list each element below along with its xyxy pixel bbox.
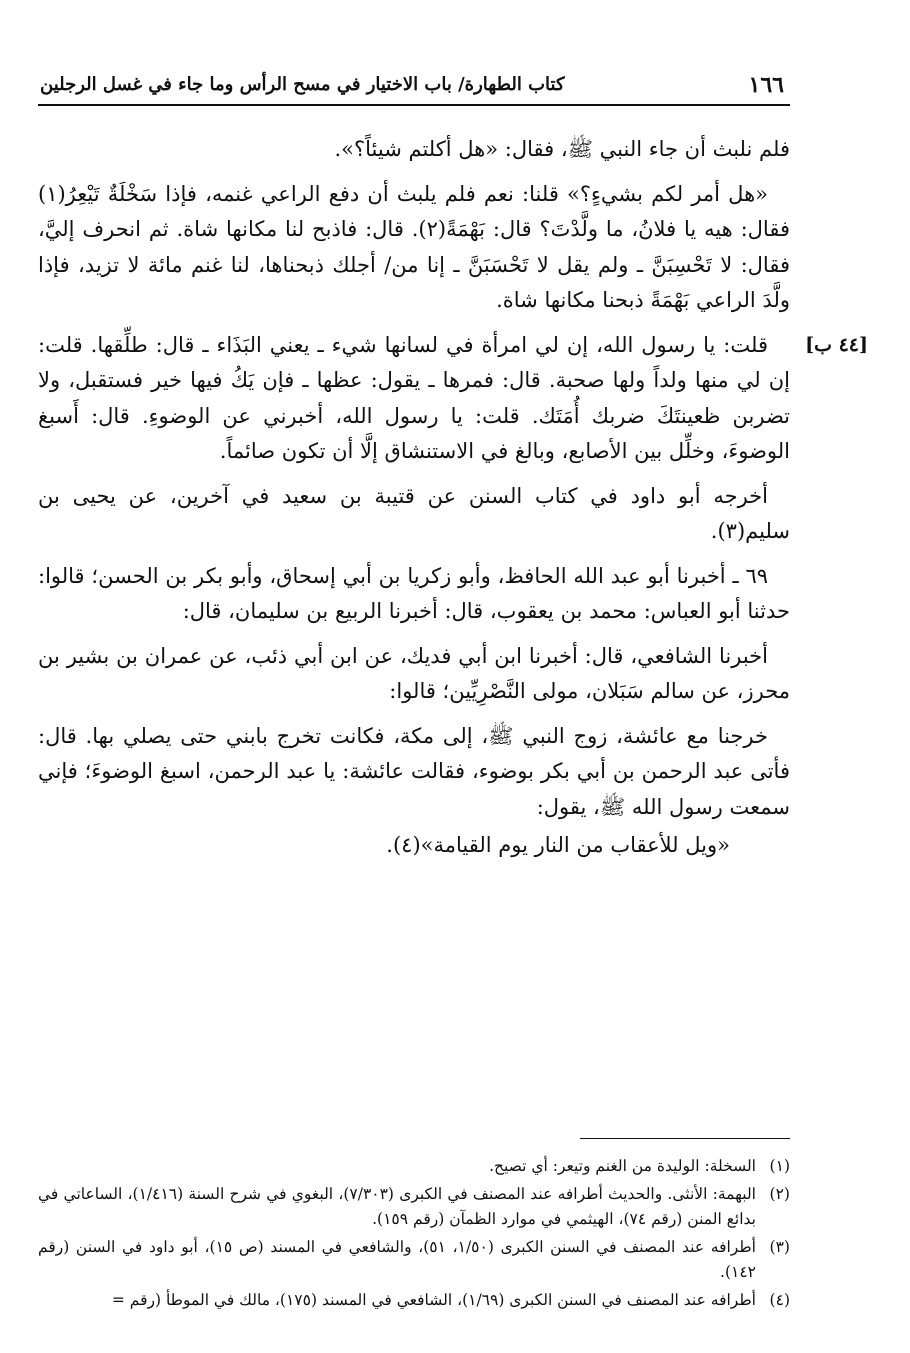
book-page bbox=[38, 60, 868, 1320]
footnote-number: (١) bbox=[769, 1157, 790, 1175]
running-header bbox=[38, 66, 790, 102]
footnote-number: (٢) bbox=[769, 1184, 790, 1203]
paragraph: أخرجه أبو داود في كتاب السنن عن قتيبة بن سعيد في آخرين، عن يحيى بن سليم(٣). bbox=[38, 483, 790, 543]
footnote-text: أطرافه عند المصنف في السنن الكبرى (١/٥٠، ٥١)، والشافعي في المسند (ص ١٥)، أبو داود في السنن (رقم ١٤٢). bbox=[38, 1237, 756, 1281]
footnote-text: السخلة: الوليدة من الغنم وتيعر: أي تصيح. bbox=[489, 1157, 756, 1175]
footnote-divider bbox=[580, 1138, 790, 1139]
paragraph: فلم نلبث أن جاء النبي ﷺ، فقال: «هل أكلتم شيئاً؟». bbox=[334, 137, 790, 161]
hadith-number-paragraph: ٦٩ ـ أخبرنا أبو عبد الله الحافظ، وأبو زكريا بن أبي إسحاق، وأبو بكر بن الحسن؛ قالوا: حدثنا أبو العباس: محمد بن يعقوب، قال: أخبرنا الربيع بن سليمان، قال: bbox=[38, 563, 790, 623]
main-text bbox=[38, 132, 790, 873]
page-number: ١٦٦ bbox=[748, 72, 784, 98]
quoted-hadith: «ويل للأعقاب من النار يوم القيامة»(٤). bbox=[386, 833, 730, 857]
footnote bbox=[38, 1288, 790, 1314]
paragraph: خرجنا مع عائشة، زوج النبي ﷺ، إلى مكة، فكانت تخرج بابني حتى يصلي بها. قال: فأتى عبد الرحمن بن أبي بكر بوضوء، فقالت عائشة: يا عبد الرحمن، اسبغ الوضوءَ؛ فإني سمعت رسول الله ﷺ، يقول: bbox=[38, 723, 790, 819]
footnote-text: أطرافه عند المصنف في السنن الكبرى (١/٦٩)، الشافعي في المسند (١٧٥)، مالك في الموطأ (رقم = bbox=[111, 1290, 756, 1309]
paragraph: «هل أمر لكم بشيءٍ؟» قلنا: نعم فلم يلبث أن دفع الراعي غنمه، فإذا سَخْلَةٌ تَيْعِرُ(١) فقال: هيه يا فلانُ، ما ولَّدْتَ؟ قال: بَهْمَةً(٢). قال: فاذبح لنا مكانها شاة. ثم انحرف إليَّ، فقال: لا تَحْسِبَنَّ ـ ولم يقل لا تَحْسَبَنَّ ـ إنا من/ أجلك ذبحناها، لنا غنم مائة لا تزيد، فإذا ولَّدَ الراعي بَهْمَةً ذبحنا مكانها شاة. bbox=[38, 181, 790, 312]
footnote-number: (٣) bbox=[769, 1237, 790, 1256]
footnote bbox=[38, 1235, 790, 1286]
manuscript-folio-note: [٤٤ ب] bbox=[805, 334, 868, 356]
footnote bbox=[38, 1154, 790, 1180]
paragraph: قلت: يا رسول الله، إن لي امرأة في لسانها شيء ـ يعني البَذَاء ـ قال: طلِّقها. قلت: إن لي منها ولداً ولها صحبة. قال: فمرها ـ يقول: عظها ـ فإن يَكُ فيها خير فستقبل، ولا تضربن ظعينتَكَ ضربك أُمَتَك. قلت: يا رسول الله، أخبرني عن الوضوءِ. قال: أَسبغ الوضوءَ، وخلِّل بين الأصابع، وبالغ في الاستنشاق إلَّا أن تكون صائماً. bbox=[38, 332, 790, 463]
header-divider bbox=[38, 104, 790, 106]
footnote-number: (٤) bbox=[769, 1290, 790, 1309]
footnote-text: البهمة: الأنثى. والحديث أطرافه عند المصنف في الكبرى (٧/٣٠٣)، البغوي في شرح السنة (١/٤١٦)، الساعاتي في بدائع المنن (رقم ٧٤)، الهيثمي في موارد الظمآن (رقم ١٥٩). bbox=[38, 1184, 756, 1228]
footnotes bbox=[38, 1154, 790, 1315]
running-title: كتاب الطهارة/ باب الاختيار في مسح الرأس وما جاء في غسل الرجلين bbox=[40, 74, 565, 95]
footnote bbox=[38, 1182, 790, 1233]
paragraph: أخبرنا الشافعي، قال: أخبرنا ابن أبي فديك، عن ابن أبي ذئب، عن عمران بن بشير بن محرز، عن سالم سَبَلان، مولى النَّصْرِيِّين؛ قالوا: bbox=[38, 643, 790, 703]
